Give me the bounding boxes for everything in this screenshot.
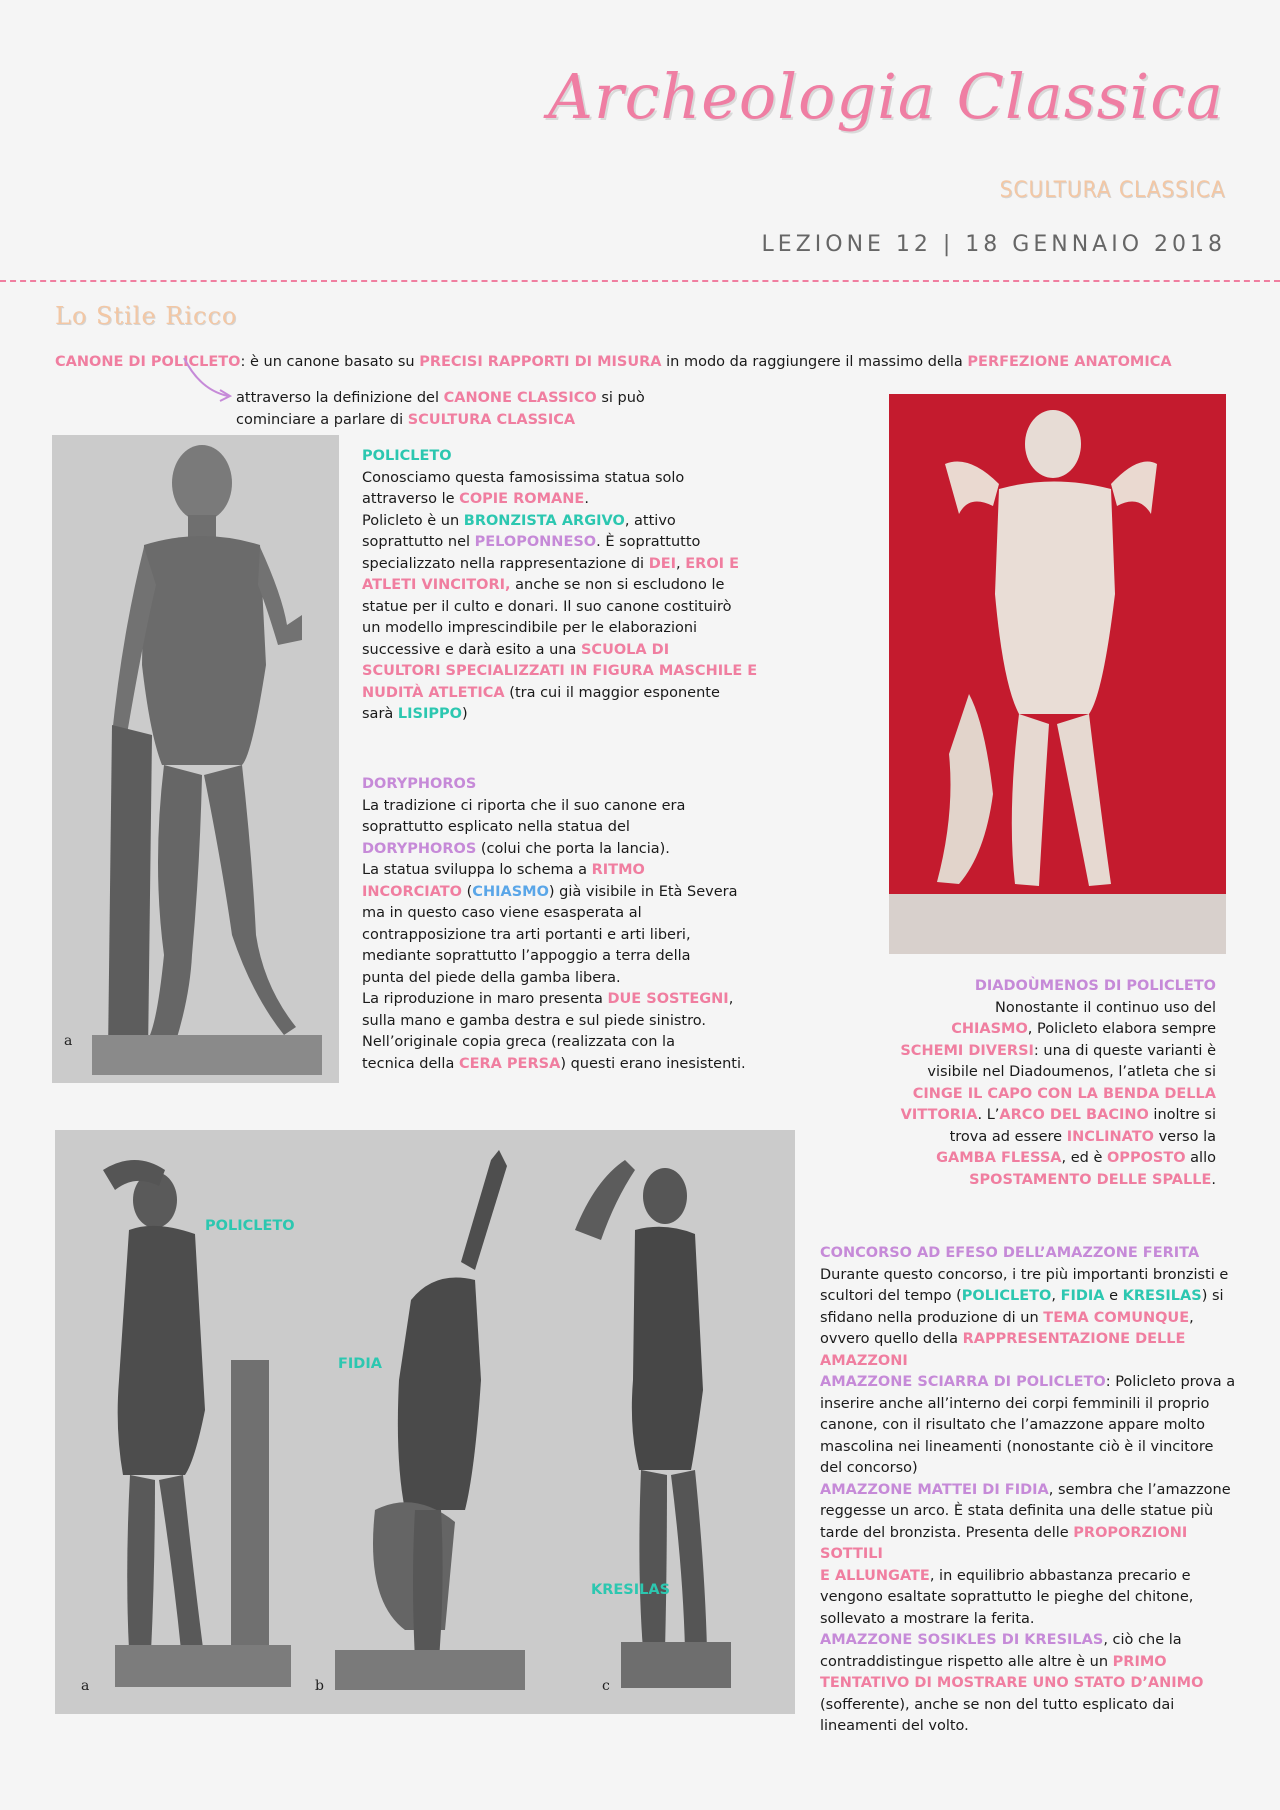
text-fragment: soprattutto nel	[362, 534, 475, 550]
text-line	[362, 839, 762, 861]
text-fragment: tecnica della	[362, 1055, 459, 1072]
text-fragment: ) si	[1201, 1288, 1224, 1304]
text-line	[362, 860, 762, 882]
text-fragment: sarà	[362, 706, 398, 722]
text-fragment: . È soprattutto	[596, 534, 701, 550]
text-line	[362, 704, 762, 726]
amazzoni-block	[820, 1243, 1250, 1738]
text-line: La tradizione ci riporta che il suo canone era	[362, 797, 686, 814]
tag-policleto: POLICLETO	[205, 1218, 295, 1234]
policleto-block	[362, 446, 762, 726]
text-fragment: Policleto è un	[362, 512, 464, 529]
text-line	[820, 1480, 1250, 1502]
text-highlight: NUDITÀ ATLETICA	[362, 684, 505, 701]
text-line: punta del piede della gamba libera.	[362, 969, 621, 986]
text-fragment: , sembra che l’amazzone	[1048, 1481, 1231, 1498]
text-line: lineamenti del volto.	[820, 1718, 969, 1734]
text-fragment: verso la	[1153, 1128, 1216, 1145]
doryphoros-photo	[52, 435, 339, 1083]
text-fragment: ,	[1051, 1288, 1061, 1304]
text-highlight: PELOPONNESO	[474, 534, 597, 550]
text-line: del concorso)	[820, 1460, 918, 1476]
section-title: Lo Stile Ricco	[55, 302, 238, 330]
figure-letter-c: c	[602, 1678, 610, 1694]
intro-text: in modo da raggiungere il massimo della	[661, 354, 968, 370]
diadoumenos-photo	[889, 394, 1226, 954]
text-line: mediante soprattutto l’appoggio a terra della	[362, 948, 691, 964]
intro-highlight: PERFEZIONE ANATOMICA	[967, 354, 1172, 370]
text-line	[820, 1308, 1250, 1330]
text-highlight: CHIASMO	[951, 1021, 1028, 1037]
figure-letter-b: b	[315, 1678, 324, 1694]
text-highlight: AMAZZONE SCIARRA DI POLICLETO	[820, 1374, 1106, 1390]
text-line: mascolina nei lineamenti (nonostante ciò è il vincitore	[820, 1438, 1214, 1455]
text-fragment: ,	[1189, 1309, 1194, 1326]
text-highlight: INCORCIATO	[362, 883, 463, 900]
text-line	[820, 1329, 1250, 1372]
text-line	[820, 1372, 1250, 1394]
text-fragment: , attivo	[624, 512, 676, 529]
figure-letter: a	[64, 1033, 73, 1049]
text-line	[820, 1170, 1216, 1192]
text-fragment: (tra cui il maggior esponente	[504, 684, 720, 701]
text-fragment: allo	[1185, 1150, 1216, 1166]
text-fragment: ,	[676, 555, 686, 572]
text-line	[362, 683, 762, 705]
text-line	[820, 1286, 1250, 1308]
text-line: un modello imprescindibile per le elaborazioni	[362, 620, 698, 636]
text-fragment: La statua sviluppa lo schema a	[362, 862, 592, 878]
doryphoros-block	[362, 774, 762, 1075]
header-divider	[0, 280, 1280, 282]
doryphoros-heading: DORYPHOROS	[362, 776, 477, 792]
text-line: SCULTORI SPECIALIZZATI IN FIGURA MASCHILE E	[362, 663, 758, 679]
text-fragment: sfidano nella produzione di un	[820, 1309, 1044, 1326]
intro-highlight: SCULTURA CLASSICA	[407, 411, 576, 428]
text-line	[820, 1127, 1216, 1149]
intro-text: si può	[596, 390, 645, 406]
text-line	[820, 1105, 1216, 1127]
text-line: reggesse un arco. È stata definita una delle statue più	[820, 1503, 1214, 1519]
page-title: Archeologia Classica	[548, 60, 1224, 133]
text-highlight: TEMA COMUNQUE	[1043, 1309, 1190, 1326]
text-line: statue per il culto e donari. Il suo canone costituirò	[362, 598, 732, 615]
text-fragment: , ciò che la	[1103, 1632, 1182, 1648]
text-highlight: ATLETI VINCITORI,	[362, 577, 511, 593]
text-highlight: PRIMO	[1112, 1653, 1167, 1670]
text-line	[362, 575, 762, 597]
text-fragment: attraverso le	[362, 491, 460, 507]
text-fragment: . L’	[977, 1107, 1000, 1123]
text-line	[820, 1041, 1216, 1063]
text-fragment: .	[1211, 1171, 1216, 1188]
text-fragment: specializzato nella rappresentazione di	[362, 555, 649, 572]
text-fragment: (	[462, 883, 473, 900]
text-line: sulla mano e gamba destra e sul piede sinistro.	[362, 1012, 706, 1029]
intro-text: cominciare a parlare di	[236, 411, 408, 428]
text-line	[820, 1566, 1250, 1588]
text-highlight: AMAZZONE MATTEI DI FIDIA	[820, 1481, 1049, 1498]
text-fragment: trova ad essere	[949, 1128, 1067, 1145]
lesson-date: LEZIONE 12 | 18 GENNAIO 2018	[761, 232, 1226, 257]
statue-figure-icon	[52, 435, 339, 1083]
text-highlight: SCUOLA DI	[580, 641, 670, 658]
text-highlight: GAMBA FLESSA	[936, 1150, 1062, 1166]
text-line	[820, 1019, 1216, 1041]
text-line: TENTATIVO DI MOSTRARE UNO STATO D’ANIMO	[820, 1675, 1204, 1691]
text-line: Conosciamo questa famosissima statua solo	[362, 469, 685, 486]
text-highlight: VITTORIA	[900, 1107, 978, 1123]
text-highlight: ARCO DEL BACINO	[999, 1107, 1149, 1123]
text-line	[362, 1054, 762, 1076]
text-fragment: , Policleto elabora sempre	[1027, 1021, 1216, 1037]
amazzoni-heading: CONCORSO AD EFESO DELL’AMAZZONE FERITA	[820, 1245, 1200, 1261]
text-fragment: tarde del bronzista. Presenta delle	[820, 1524, 1074, 1541]
text-line	[362, 532, 762, 554]
figure-letter-a: a	[81, 1678, 90, 1694]
text-fragment: contraddistingue rispetto alle altre è un	[820, 1653, 1113, 1670]
text-highlight: KRESILAS	[1122, 1288, 1202, 1304]
text-highlight: OPPOSTO	[1106, 1150, 1186, 1166]
text-fragment: ,	[728, 991, 734, 1007]
text-fragment: : una di queste varianti è	[1033, 1042, 1216, 1059]
text-fragment: .	[584, 491, 589, 507]
text-highlight: SPOSTAMENTO DELLE SPALLE	[969, 1171, 1212, 1188]
tag-fidia: FIDIA	[338, 1356, 382, 1372]
text-line	[362, 882, 762, 904]
text-fragment: )	[461, 706, 468, 722]
text-line: vengono esaltate soprattutto le pieghe del chitone,	[820, 1589, 1194, 1605]
text-highlight: EROI E	[685, 555, 739, 572]
text-fragment: , ed è	[1061, 1150, 1107, 1166]
text-line: Durante questo concorso, i tre più importanti bronzisti e	[820, 1266, 1229, 1283]
diadoumenos-heading: DIADOÙMENOS DI POLICLETO	[974, 978, 1216, 994]
text-highlight: CERA PERSA	[458, 1055, 561, 1072]
text-line: CINGE IL CAPO CON LA BENDA DELLA	[912, 1085, 1216, 1102]
text-highlight: DEI	[648, 555, 677, 572]
text-fragment: , in equilibrio abbastanza precario e	[929, 1567, 1191, 1584]
text-line: (sofferente), anche se non del tutto esplicato dai	[820, 1696, 1175, 1713]
diadoumenos-block	[820, 976, 1216, 1191]
policleto-heading: POLICLETO	[362, 448, 452, 464]
text-fragment: successive e darà esito a una	[362, 641, 581, 658]
tag-kresilas: KRESILAS	[591, 1582, 671, 1598]
text-line	[820, 1652, 1250, 1674]
text-highlight: DUE SOSTEGNI	[607, 991, 729, 1007]
text-line: sollevato a mostrare la ferita.	[820, 1610, 1035, 1627]
text-highlight: PROPORZIONI SOTTILI	[820, 1524, 1188, 1562]
intro-highlight: PRECISI RAPPORTI DI MISURA	[419, 354, 662, 370]
statue-figure-icon	[889, 394, 1226, 954]
intro-text: attraverso la definizione del	[236, 390, 444, 406]
text-line: inserire anche all’interno dei corpi femminili il proprio	[820, 1395, 1210, 1412]
text-line	[820, 1148, 1216, 1170]
text-line: Nell’originale copia greca (realizzata con la	[362, 1034, 675, 1050]
text-line	[362, 554, 762, 576]
intro-highlight: CANONE CLASSICO	[443, 390, 597, 406]
text-fragment: e	[1104, 1288, 1123, 1304]
text-highlight: FIDIA	[1060, 1288, 1105, 1304]
text-line: contrapposizione tra arti portanti e arti liberi,	[362, 926, 691, 943]
text-fragment: ) questi erano inesistenti.	[560, 1055, 746, 1072]
text-line	[362, 989, 762, 1011]
arrow-icon	[180, 354, 236, 404]
text-highlight: LISIPPO	[397, 706, 462, 722]
text-line: ma in questo caso viene esasperata al	[362, 905, 642, 921]
text-fragment: ) già visibile in Età Severa	[548, 883, 738, 900]
text-fragment: (colui che porta la lancia).	[476, 840, 670, 857]
text-fragment: : Policleto prova a	[1105, 1374, 1236, 1390]
text-line	[820, 1523, 1250, 1566]
canon-label: CANONE DI POLICLETO	[55, 354, 241, 370]
text-line: canone, con il risultato che l’amazzone appare molto	[820, 1417, 1206, 1433]
intro-line-2	[236, 388, 656, 431]
text-highlight: DORYPHOROS	[362, 840, 477, 857]
text-line: soprattutto esplicato nella statua del	[362, 819, 630, 835]
amazons-photo	[55, 1130, 795, 1714]
text-highlight: E ALLUNGATE	[820, 1567, 930, 1584]
text-fragment: anche se non si escludono le	[510, 577, 725, 593]
text-line	[820, 1630, 1250, 1652]
text-highlight: RITMO	[591, 862, 645, 878]
intro-text: : è un canone basato su	[240, 354, 420, 370]
text-highlight: INCLINATO	[1066, 1128, 1154, 1145]
text-highlight: BRONZISTA ARGIVO	[463, 512, 625, 529]
text-line	[362, 640, 762, 662]
text-highlight: POLICLETO	[961, 1288, 1052, 1304]
text-highlight: RAPPRESENTAZIONE DELLE AMAZZONI	[820, 1331, 1186, 1369]
text-fragment: scultori del tempo (	[820, 1288, 962, 1304]
page-subtitle: SCULTURA CLASSICA	[1000, 178, 1226, 203]
text-line	[362, 489, 762, 511]
text-line: Nonostante il continuo uso del	[995, 999, 1216, 1016]
text-highlight: SCHEMI DIVERSI	[900, 1042, 1034, 1059]
text-line	[362, 511, 762, 533]
text-highlight: AMAZZONE SOSIKLES DI KRESILAS	[820, 1632, 1104, 1648]
text-fragment: La riproduzione in maro presenta	[362, 991, 608, 1007]
text-highlight: CHIASMO	[472, 883, 549, 900]
text-fragment: ovvero quello della	[820, 1331, 963, 1347]
text-fragment: inoltre si	[1148, 1107, 1216, 1123]
statue-group-icon	[55, 1130, 795, 1714]
text-line: visibile nel Diadoumenos, l’atleta che si	[927, 1064, 1216, 1080]
text-highlight: COPIE ROMANE	[459, 491, 585, 507]
